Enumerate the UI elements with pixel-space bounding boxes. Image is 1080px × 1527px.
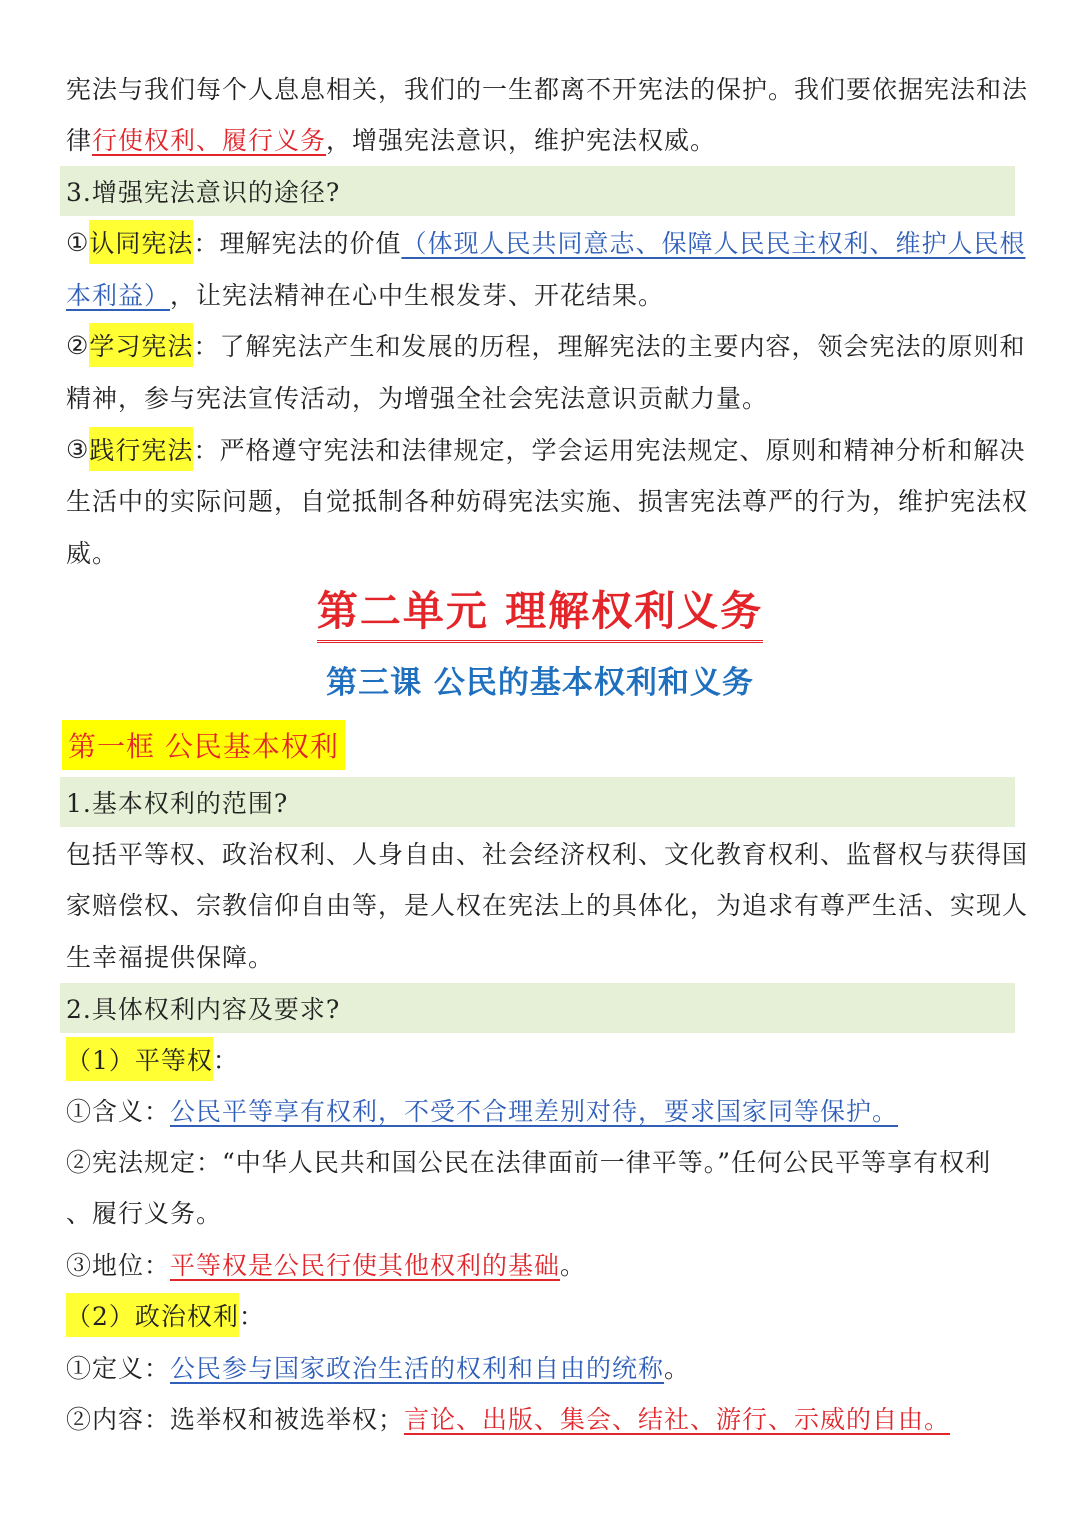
q1-line-3 [66,931,1014,981]
q1-line-2 [66,879,1029,929]
frame-title: 第一框 公民基本权利 [62,720,345,770]
highlight-blue-text: 公民平等享有权利，不受不合理差别对待，要求国家同等保护。 [170,1097,899,1126]
question-text: 2.具体权利内容及要求? [66,995,341,1024]
highlight-red-text: 言论、出版、集会、结社、游行、示威的自由。 [404,1405,951,1434]
item-text: ：了解宪法产生和发展的历程，理解宪法的主要内容，领会宪法的原则和 [193,332,1026,361]
subheading-highlight: （2）政治权利 [66,1293,239,1337]
political-content [66,1393,1014,1443]
item-text: “中华人民共和国公民在法律面前一律平等。”任何公民平等享有权利 [222,1148,992,1177]
colon: ： [212,1046,239,1075]
equality-meaning [66,1085,1014,1135]
political-definition [66,1342,1014,1392]
intro-text: 律 [66,126,93,155]
item-label: ①定义： [66,1354,171,1383]
item-text: ，让宪法精神在心中生根发芽、开花结果。 [170,281,665,310]
key-term-highlight: 学习宪法 [89,323,193,367]
q3-item-3-line-2 [66,475,1029,525]
item-number: ② [66,330,90,360]
q3-item-1-line-1 [66,217,1026,267]
item-text: ：理解宪法的价值 [193,229,402,258]
intro-text: 宪法与我们每个人息息相关，我们的一生都离不开宪法的保护。我们要依据宪法和法 [66,75,1029,104]
item-text: ：严格遵守宪法和法律规定，学会运用宪法规定、原则和精神分析和解决 [193,436,1026,465]
equality-status [66,1239,1014,1289]
equality-law-line-1 [66,1136,1014,1186]
highlight-blue-text: 公民参与国家政治生活的权利和自由的统称 [170,1354,665,1383]
body-text: 家赔偿权、宗教信仰自由等，是人权在宪法上的具体化，为追求有尊严生活、实现人 [66,891,1029,920]
q3-item-3-line-3 [66,527,1014,577]
question-text: 3.增强宪法意识的途径? [66,178,341,207]
unit-title: 第二单元 理解权利义务 [317,584,763,643]
item-label: ②内容：选举权和被选举权； [66,1405,405,1434]
colon: ： [238,1302,265,1331]
question-text: 1.基本权利的范围? [66,789,289,818]
lesson-title: 第三课 公民的基本权利和义务 [326,665,754,701]
item-text: 威。 [66,539,119,568]
question-heading-1 [60,777,1015,827]
highlight-blue-text: （体现人民共同意志、保障人民民主权利、维护人民根 [401,229,1026,258]
intro-line-1 [66,63,1029,113]
intro-text: ，增强宪法意识，维护宪法权威。 [326,126,717,155]
q3-item-2-line-2 [66,372,1014,422]
question-heading-3 [60,166,1015,216]
unit-title-wrap [0,584,1080,643]
item-label: ②宪法规定： [66,1148,223,1177]
body-text: 生幸福提供保障。 [66,943,275,972]
item-label: ①含义： [66,1097,171,1126]
intro-line-2 [66,114,1014,164]
item-label: ③地位： [66,1251,171,1280]
q1-line-1 [66,828,1029,878]
question-heading-2 [60,983,1015,1033]
body-text: 包括平等权、政治权利、人身自由、社会经济权利、文化教育权利、监督权与获得国 [66,840,1029,869]
key-term-highlight: 践行宪法 [89,427,193,471]
q3-item-3-line-1 [66,424,1026,474]
equality-law-line-2 [66,1187,1014,1237]
item-text: 。 [664,1354,691,1383]
political-heading [66,1290,1014,1340]
highlight-red-text: 平等权是公民行使其他权利的基础 [170,1251,561,1280]
item-number: ① [66,227,90,257]
highlight-red-text: 行使权利、履行义务 [92,126,327,155]
equality-heading [66,1034,1014,1084]
highlight-blue-text: 本利益） [66,281,171,310]
subheading-highlight: （1）平等权 [66,1037,213,1081]
q3-item-1-line-2 [66,269,1014,319]
item-text: 、履行义务。 [66,1199,223,1228]
item-text: 精神，参与宪法宣传活动，为增强全社会宪法意识贡献力量。 [66,384,769,413]
item-text: 。 [560,1251,587,1280]
item-number: ③ [66,434,90,464]
item-text: 生活中的实际问题，自觉抵制各种妨碍宪法实施、损害宪法尊严的行为，维护宪法权 [66,487,1029,516]
key-term-highlight: 认同宪法 [89,220,193,264]
q3-item-2-line-1 [66,320,1026,370]
